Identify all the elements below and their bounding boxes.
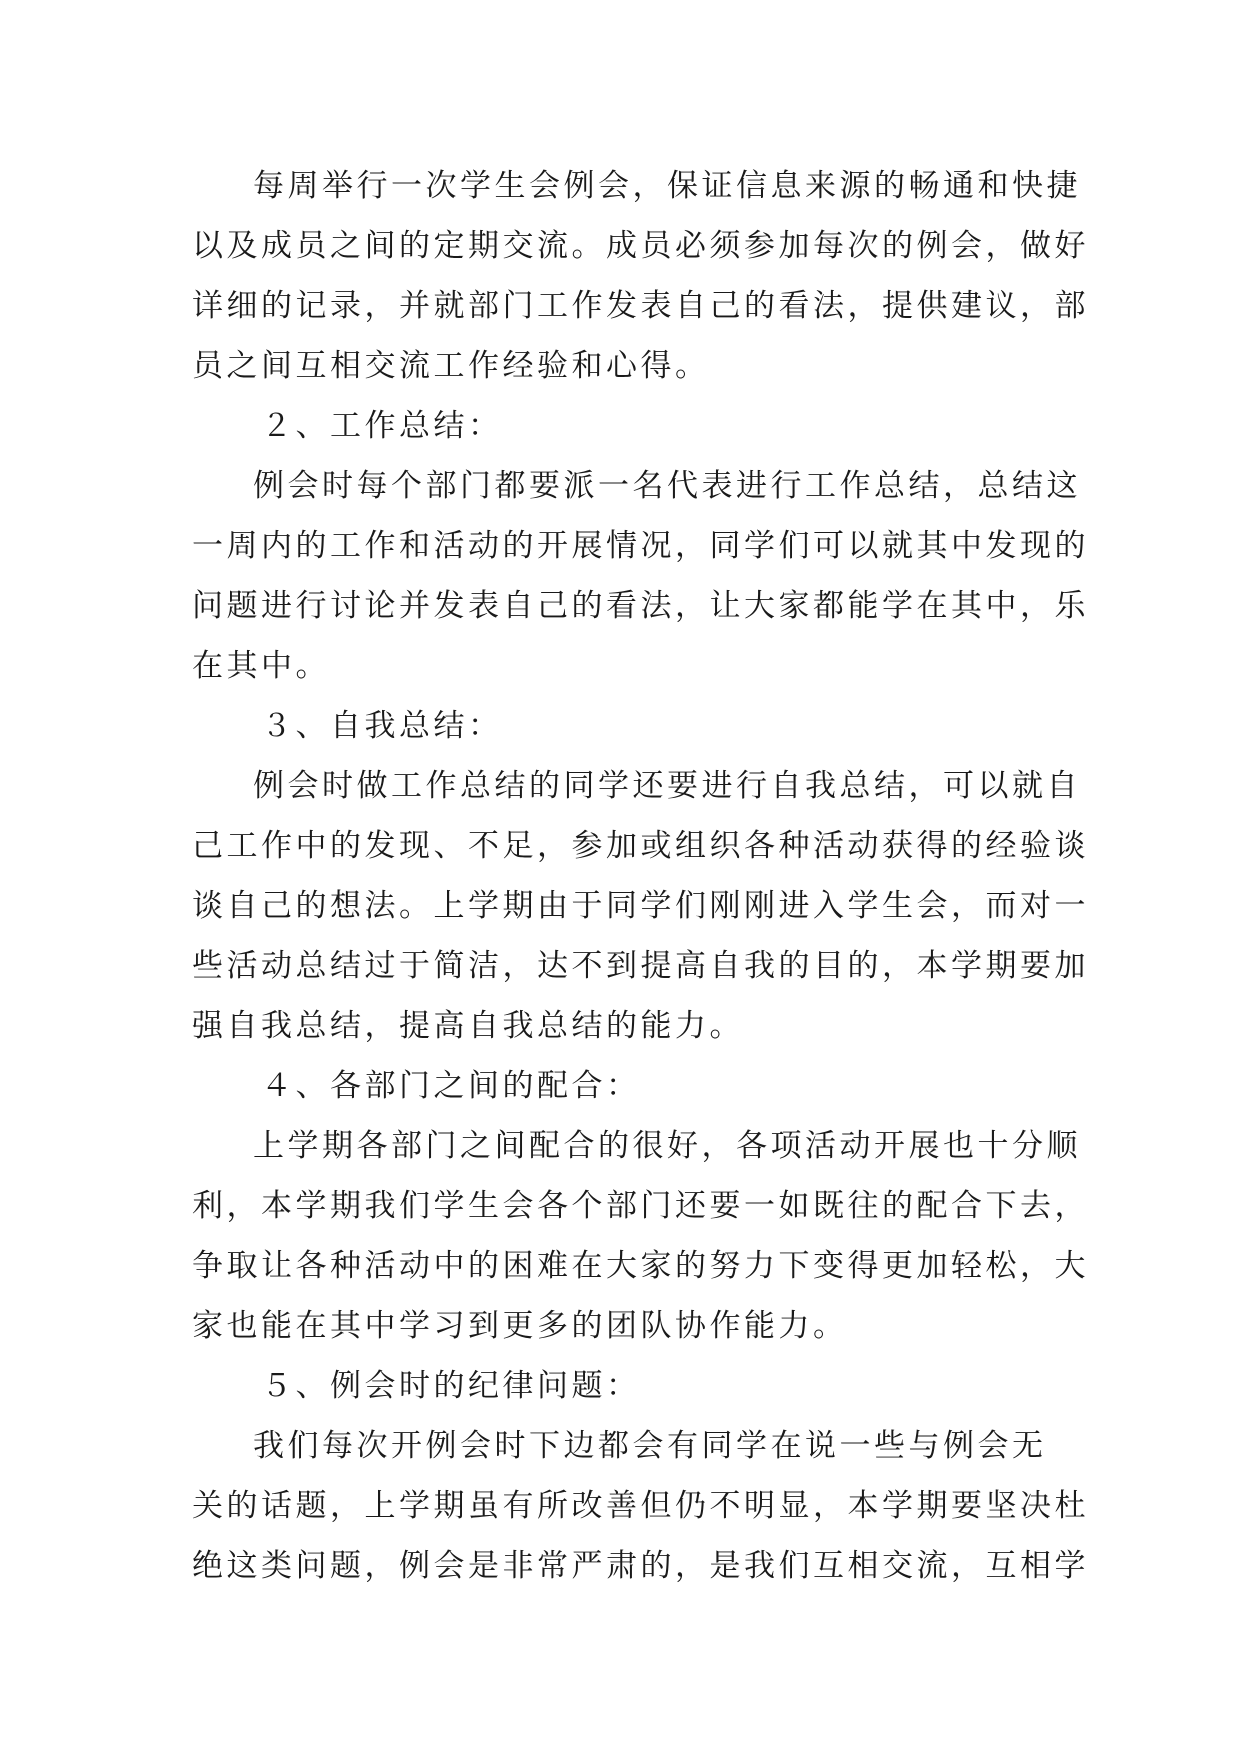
paragraph-line: 详细的记录，并就部门工作发表自己的看法，提供建议，部	[192, 288, 1089, 324]
paragraph-line: 谈自己的想法。上学期由于同学们刚刚进入学生会，而对一	[192, 888, 1089, 924]
paragraph-line: 绝这类问题，例会是非常严肃的，是我们互相交流，互相学	[192, 1548, 1089, 1584]
paragraph-line: 利，本学期我们学生会各个部门还要一如既往的配合下去，	[192, 1188, 1089, 1224]
paragraph-line: 员之间互相交流工作经验和心得。	[192, 348, 710, 384]
paragraph-line: 关的话题，上学期虽有所改善但仍不明显，本学期要坚决杜	[192, 1488, 1089, 1524]
paragraph-line: 我们每次开例会时下边都会有同学在说一些与例会无	[253, 1428, 1047, 1464]
paragraph-line: 家也能在其中学习到更多的团队协作能力。	[192, 1308, 848, 1344]
document-body	[192, 156, 1089, 1596]
section-heading: ３、自我总结：	[261, 708, 503, 744]
paragraph-line: 每周举行一次学生会例会，保证信息来源的畅通和快捷	[253, 168, 1081, 204]
paragraph-line: 一周内的工作和活动的开展情况，同学们可以就其中发现的	[192, 528, 1089, 564]
section-heading: ５、例会时的纪律问题：	[261, 1368, 641, 1404]
paragraph-line: 例会时每个部门都要派一名代表进行工作总结，总结这	[253, 468, 1081, 504]
paragraph-line: 问题进行讨论并发表自己的看法，让大家都能学在其中，乐	[192, 588, 1089, 624]
paragraph-line: 例会时做工作总结的同学还要进行自我总结，可以就自	[253, 768, 1081, 804]
paragraph-line: 强自我总结，提高自我总结的能力。	[192, 1008, 744, 1044]
paragraph-line: 己工作中的发现、不足，参加或组织各种活动获得的经验谈	[192, 828, 1089, 864]
section-heading: ４、各部门之间的配合：	[261, 1068, 641, 1104]
section-heading: ２、工作总结：	[261, 408, 503, 444]
paragraph-line: 些活动总结过于简洁，达不到提高自我的目的，本学期要加	[192, 948, 1089, 984]
paragraph-line: 以及成员之间的定期交流。成员必须参加每次的例会，做好	[192, 228, 1089, 264]
paragraph-line: 在其中。	[192, 648, 330, 684]
paragraph-line: 上学期各部门之间配合的很好，各项活动开展也十分顺	[253, 1128, 1081, 1164]
paragraph-line: 争取让各种活动中的困难在大家的努力下变得更加轻松，大	[192, 1248, 1089, 1284]
